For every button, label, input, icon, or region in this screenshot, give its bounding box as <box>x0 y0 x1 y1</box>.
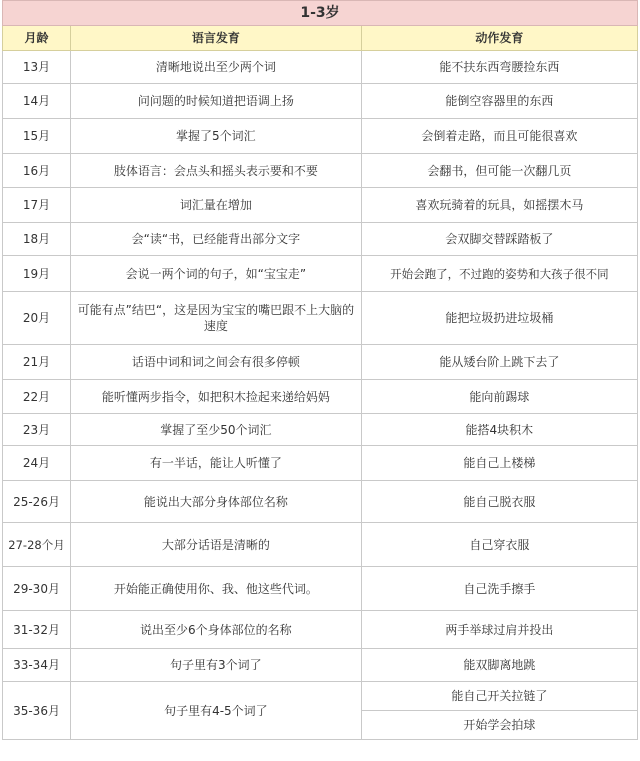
cell-language: 有一半话，能让人听懂了 <box>71 446 362 481</box>
cell-month: 14月 <box>3 84 71 119</box>
cell-motor: 会倒着走路，而且可能很喜欢 <box>361 119 637 154</box>
cell-language: 词汇量在增加 <box>71 188 362 223</box>
cell-month: 17月 <box>3 188 71 223</box>
table-row <box>3 380 638 414</box>
cell-language: 会说一两个词的句子，如“宝宝走” <box>71 256 362 292</box>
cell-motor: 自己洗手擦手 <box>361 567 637 611</box>
cell-language: 句子里有4-5个词了 <box>71 682 362 740</box>
cell-language: 掌握了至少50个词汇 <box>71 414 362 446</box>
cell-motor: 能从矮台阶上跳下去了 <box>361 345 637 380</box>
cell-language: 开始能正确使用你、我、他这些代词。 <box>71 567 362 611</box>
cell-month: 23月 <box>3 414 71 446</box>
development-table-container <box>2 0 638 740</box>
cell-language: 说出至少6个身体部位的名称 <box>71 611 362 649</box>
cell-month: 19月 <box>3 256 71 292</box>
cell-month: 31-32月 <box>3 611 71 649</box>
table-row <box>3 119 638 154</box>
cell-month: 13月 <box>3 51 71 84</box>
cell-language: 话语中词和词之间会有很多停顿 <box>71 345 362 380</box>
cell-motor: 能不扶东西弯腰捡东西 <box>361 51 637 84</box>
cell-motor: 两手举球过肩并投出 <box>361 611 637 649</box>
cell-month: 20月 <box>3 292 71 345</box>
header-month: 月龄 <box>3 26 71 51</box>
cell-month: 33-34月 <box>3 649 71 682</box>
cell-language: 问问题的时候知道把语调上扬 <box>71 84 362 119</box>
header-motor: 动作发育 <box>361 26 637 51</box>
cell-motor: 开始会跑了，不过跑的姿势和大孩子很不同 <box>361 256 637 292</box>
cell-motor: 能搭4块积木 <box>361 414 637 446</box>
cell-motor: 能双脚离地跳 <box>361 649 637 682</box>
cell-motor: 能向前踢球 <box>361 380 637 414</box>
table-row <box>3 223 638 256</box>
table-row <box>3 292 638 345</box>
header-language: 语言发育 <box>71 26 362 51</box>
cell-month: 29-30月 <box>3 567 71 611</box>
table-row <box>3 345 638 380</box>
cell-month: 15月 <box>3 119 71 154</box>
table-row <box>3 414 638 446</box>
cell-language: 大部分话语是清晰的 <box>71 523 362 567</box>
table-row <box>3 84 638 119</box>
table-row <box>3 649 638 682</box>
table-title-row <box>3 1 638 26</box>
cell-language: 肢体语言：会点头和摇头表示要和不要 <box>71 154 362 188</box>
table-row <box>3 682 638 711</box>
cell-language: 清晰地说出至少两个词 <box>71 51 362 84</box>
cell-language: 掌握了5个词汇 <box>71 119 362 154</box>
cell-motor: 会翻书，但可能一次翻几页 <box>361 154 637 188</box>
table-row <box>3 188 638 223</box>
cell-motor: 能自己脱衣服 <box>361 481 637 523</box>
cell-month: 16月 <box>3 154 71 188</box>
cell-month: 24月 <box>3 446 71 481</box>
table-row <box>3 446 638 481</box>
table-row <box>3 523 638 567</box>
cell-language: 句子里有3个词了 <box>71 649 362 682</box>
cell-month: 18月 <box>3 223 71 256</box>
cell-language: 可能有点”结巴“，这是因为宝宝的嘴巴跟不上大脑的速度 <box>71 292 362 345</box>
cell-language: 能说出大部分身体部位名称 <box>71 481 362 523</box>
cell-month: 25-26月 <box>3 481 71 523</box>
cell-motor: 会双脚交替踩踏板了 <box>361 223 637 256</box>
cell-language: 会“读“书，已经能背出部分文字 <box>71 223 362 256</box>
cell-month: 22月 <box>3 380 71 414</box>
cell-month: 27-28个月 <box>3 523 71 567</box>
table-title: 1-3岁 <box>3 1 638 26</box>
cell-motor: 能自己开关拉链了 <box>361 682 637 711</box>
cell-motor: 能把垃圾扔进垃圾桶 <box>361 292 637 345</box>
table-row <box>3 567 638 611</box>
cell-motor: 自己穿衣服 <box>361 523 637 567</box>
cell-month: 35-36月 <box>3 682 71 740</box>
cell-motor: 喜欢玩骑着的玩具，如摇摆木马 <box>361 188 637 223</box>
cell-motor: 开始学会拍球 <box>361 711 637 740</box>
table-row <box>3 51 638 84</box>
cell-month: 21月 <box>3 345 71 380</box>
table-body <box>3 51 638 740</box>
cell-language: 能听懂两步指令，如把积木捡起来递给妈妈 <box>71 380 362 414</box>
cell-motor: 能倒空容器里的东西 <box>361 84 637 119</box>
table-row <box>3 611 638 649</box>
table-header-row <box>3 26 638 51</box>
table-row <box>3 154 638 188</box>
table-row <box>3 481 638 523</box>
table-row <box>3 256 638 292</box>
development-table <box>2 0 638 740</box>
cell-motor: 能自己上楼梯 <box>361 446 637 481</box>
